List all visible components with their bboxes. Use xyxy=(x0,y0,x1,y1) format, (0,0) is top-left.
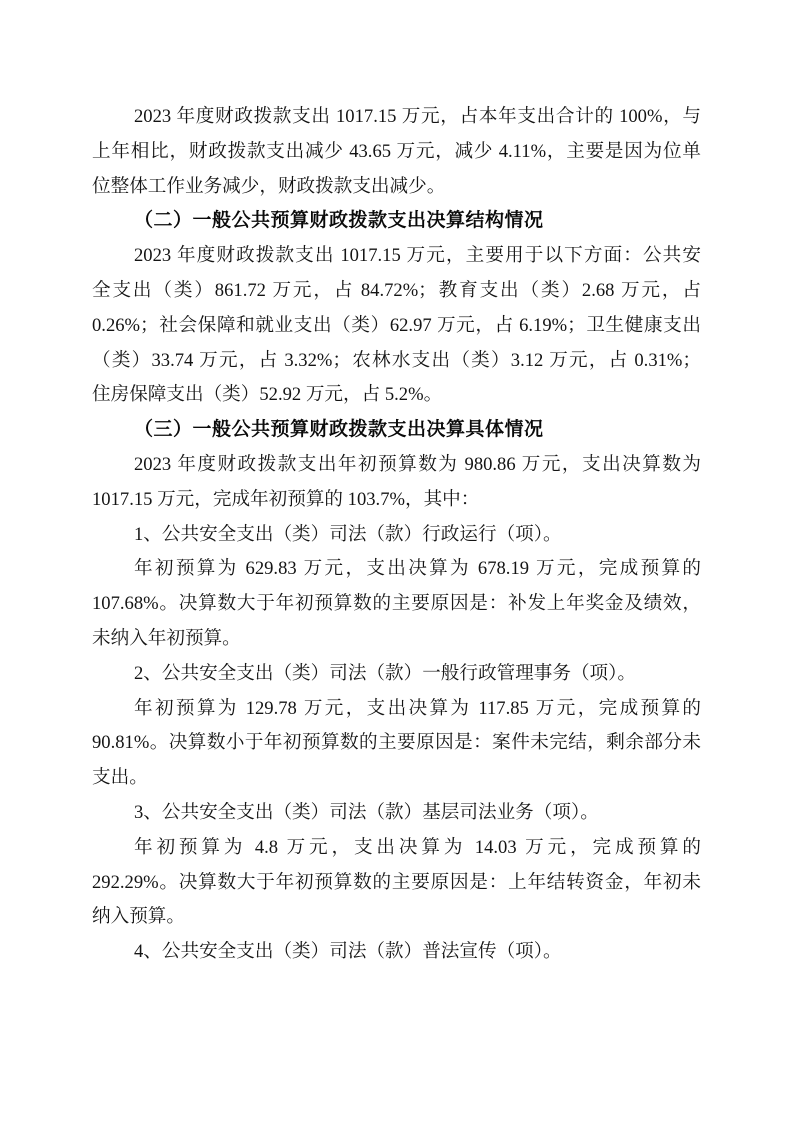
text-line: 支出。 xyxy=(92,767,148,789)
text-line: 2023 年度财政拨款支出 1017.15 万元，占本年支出合计的 100%，与 xyxy=(134,106,701,127)
list-item-line: 4、公共安全支出（类）司法（款）普法宣传（项）。 xyxy=(134,941,562,963)
text-line: 90.81%。决算数小于年初预算数的主要原因是：案件未完结，剩余部分未 xyxy=(92,732,701,754)
text-line: 年初预算为 629.83 万元，支出决算为 678.19 万元，完成预算的 xyxy=(134,558,701,580)
text-line: 2023 年度财政拨款支出年初预算数为 980.86 万元，支出决算数为 xyxy=(134,453,701,475)
section-heading: （三）一般公共预算财政拨款支出决算具体情况 xyxy=(134,419,544,441)
text-line: 0.26%；社会保障和就业支出（类）62.97 万元，占 6.19%；卫生健康支出 xyxy=(92,314,701,336)
text-line: 位整体工作业务减少，财政拨款支出减少。 xyxy=(92,175,446,197)
text-line: （类）33.74 万元，占 3.32%；农林水支出（类）3.12 万元，占 0.31%； xyxy=(92,349,701,371)
text-line: 1017.15 万元，完成年初预算的 103.7%，其中： xyxy=(92,488,480,510)
text-line: 纳入预算。 xyxy=(92,906,185,928)
text-line: 全支出（类）861.72 万元，占 84.72%；教育支出（类）2.68 万元，占 xyxy=(92,279,701,301)
text-line: 未纳入年初预算。 xyxy=(92,627,241,649)
text-line: 107.68%。决算数大于年初预算数的主要原因是：补发上年奖金及绩效， xyxy=(92,593,701,615)
section-heading: （二）一般公共预算财政拨款支出决算结构情况 xyxy=(134,210,544,232)
text-line: 年初预算为 4.8 万元，支出决算为 14.03 万元，完成预算的 xyxy=(134,836,701,858)
text-line: 上年相比，财政拨款支出减少 43.65 万元，减少 4.11%，主要是因为位单 xyxy=(92,140,701,162)
text-line: 年初预算为 129.78 万元，支出决算为 117.85 万元，完成预算的 xyxy=(134,697,701,719)
text-line: 2023 年度财政拨款支出 1017.15 万元，主要用于以下方面：公共安 xyxy=(134,245,701,267)
list-item-line: 3、公共安全支出（类）司法（款）基层司法业务（项）。 xyxy=(134,801,599,823)
text-line: 住房保障支出（类）52.92 万元，占 5.2%。 xyxy=(92,384,443,406)
document-body xyxy=(92,100,701,970)
list-item-line: 2、公共安全支出（类）司法（款）一般行政管理事务（项）。 xyxy=(134,662,637,684)
list-item-line: 1、公共安全支出（类）司法（款）行政运行（项）。 xyxy=(134,523,562,545)
text-line: 292.29%。决算数大于年初预算数的主要原因是：上年结转资金，年初未 xyxy=(92,871,701,893)
